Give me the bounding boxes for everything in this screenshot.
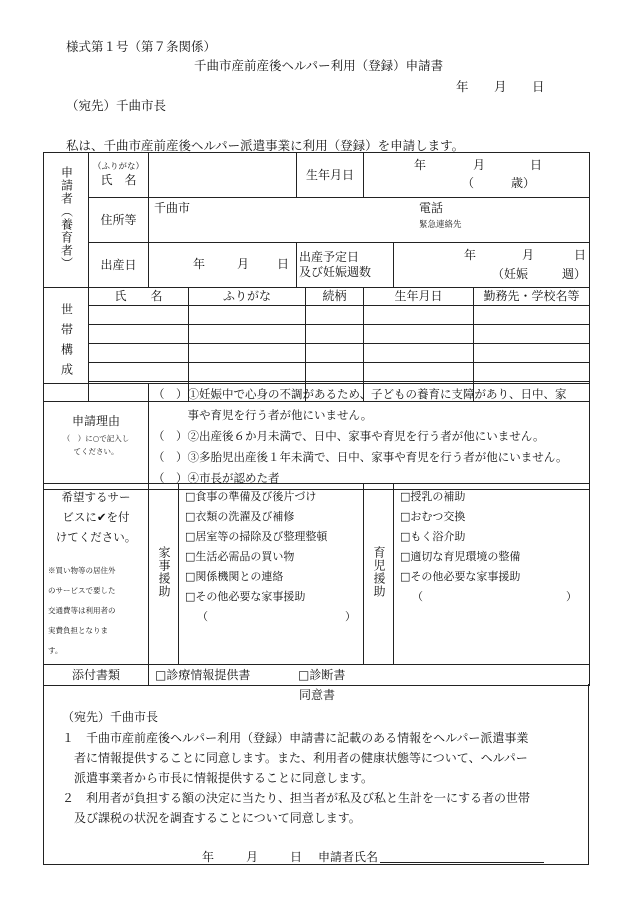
age-open: （: [462, 176, 475, 190]
sign-label: 申請者氏名: [318, 850, 379, 864]
addressee: （宛先）千曲市長: [66, 98, 167, 113]
table-row[interactable]: [44, 325, 590, 344]
services-note-2: のサービスで要した: [48, 586, 116, 595]
childcare-label: 育児援助: [364, 484, 394, 665]
date-month: 月: [494, 79, 507, 94]
consent-p2-line1: ２ 利用者が負担する額の決定に当たり、担当者が私及び私と生計を一にする者の世帯: [62, 791, 531, 805]
due-day: 日: [574, 248, 587, 262]
due-label-2: 及び妊娠週数: [299, 265, 372, 279]
services-prompt-1: 希望するサー: [61, 490, 131, 504]
address-value: 千曲市: [154, 201, 191, 215]
phone-label: 電話: [419, 201, 444, 215]
due-month: 月: [522, 248, 535, 262]
delivery-field[interactable]: [149, 243, 297, 288]
reason-options[interactable]: [149, 384, 590, 490]
reason-item-1-cont: 事や育児を行う者が他にいません。: [153, 408, 373, 422]
signature-line[interactable]: [380, 862, 544, 863]
birth-field[interactable]: [364, 153, 590, 198]
services-note-1: ※買い物等の居住外: [48, 566, 116, 575]
intro-statement: 私は、千曲市産前産後ヘルパー派遣事業に利用（登録）を申請します。: [66, 138, 465, 153]
address-label: 住所等: [89, 198, 149, 243]
household-section-label: 世帯構成: [44, 288, 89, 402]
reason-item-4: （ ）④市長が認めた者: [153, 471, 280, 485]
delivery-day: 日: [277, 257, 290, 271]
reason-table: [43, 383, 590, 490]
housework-options[interactable]: [179, 484, 364, 665]
consent-title: 同意書: [299, 688, 336, 702]
reason-note-1: （ ）に○で記入し: [62, 434, 130, 444]
childcare-other-open: （: [412, 590, 423, 603]
reason-item-2: （ ）②出産後６か月未満で、日中、家事や育児を行う者が他にいません。: [153, 429, 545, 443]
consent-box: [43, 684, 589, 865]
weeks-open: （妊娠: [492, 267, 529, 281]
name-label: 氏 名: [100, 172, 137, 187]
col-furigana: ふりがな: [189, 288, 306, 306]
childcare-item-feeding: □授乳の補助: [400, 490, 466, 503]
consent-p1-line1: １ 千曲市産前産後ヘルパー利用（登録）申請書に記載のある情報をヘルパー派遣事業: [62, 731, 529, 745]
childcare-item-environment: □適切な育児環境の整備: [400, 550, 521, 563]
address-field[interactable]: [149, 198, 590, 243]
applicant-table: [43, 152, 590, 288]
consent-addressee: （宛先）千曲市長: [62, 710, 159, 724]
services-prompt-3: けてください。: [55, 530, 137, 544]
services-prompt-2: ビスに✔を付: [62, 510, 130, 524]
birth-month: 月: [473, 158, 486, 172]
form-number: 様式第１号（第７条関係）: [66, 39, 217, 54]
due-year: 年: [464, 248, 477, 262]
delivery-label: 出産日: [89, 243, 149, 288]
table-row[interactable]: [44, 344, 590, 363]
services-prompt-cell: [44, 484, 149, 665]
consent-p1-line3: 派遣事業者から市長に情報提供することに同意します。: [62, 771, 374, 785]
reason-note-2: てください。: [73, 447, 119, 456]
col-workplace: 勤務先・学校名等: [474, 288, 590, 306]
table-row[interactable]: [44, 306, 590, 325]
attachment-diagnosis: □診断書: [298, 667, 346, 682]
col-relation: 続柄: [306, 288, 364, 306]
date-year: 年: [456, 79, 469, 94]
housework-item-laundry: □衣類の洗濯及び補修: [185, 510, 295, 523]
sign-month: 月: [246, 850, 259, 864]
housework-item-shopping: □生活必需品の買い物: [185, 550, 295, 563]
services-note-4: 実費負担となりま: [48, 626, 108, 635]
due-label-1: 出産予定日: [299, 250, 360, 264]
services-note-3: 交通費等は利用者の: [48, 606, 116, 615]
housework-item-meal: □食事の準備及び後片づけ: [185, 490, 317, 503]
birth-year: 年: [414, 158, 427, 172]
age-close: 歳）: [511, 176, 536, 190]
table-row[interactable]: [44, 363, 590, 382]
due-label-cell: [297, 243, 394, 288]
housework-item-cleaning: □居室等の掃除及び整理整頓: [185, 530, 328, 543]
housework-item-contact: □関係機関との連絡: [185, 570, 284, 583]
emergency-contact-label: 緊急連絡先: [419, 220, 462, 230]
name-label-cell: [89, 153, 149, 198]
housework-label: 家事援助: [149, 484, 179, 665]
services-note-5: す。: [48, 646, 63, 655]
attachments-label: 添付書類: [44, 665, 149, 686]
applicant-section-label: 申請者（養育者）: [44, 153, 89, 288]
reason-label: 申請理由: [71, 414, 120, 429]
services-table: [43, 483, 590, 686]
childcare-options[interactable]: [394, 484, 590, 665]
consent-p2-line2: 及び課税の状況を調査することについて同意します。: [62, 811, 361, 825]
birth-day: 日: [530, 158, 543, 172]
attachment-referral: □診療情報提供書: [155, 667, 251, 682]
attachments-options[interactable]: [149, 665, 590, 686]
sign-year: 年: [202, 850, 215, 864]
sign-day: 日: [290, 850, 303, 864]
housework-other-close: ）: [345, 610, 356, 623]
childcare-other-close: ）: [566, 590, 577, 603]
childcare-item-other: □その他必要な家事援助: [400, 570, 521, 583]
furigana-label: （ふりがな）: [92, 162, 144, 173]
col-birthdate: 生年月日: [364, 288, 474, 306]
reason-item-3: （ ）③多胎児出産後１年未満で、日中、家事や育児を行う者が他にいません。: [153, 450, 568, 464]
due-field[interactable]: [394, 243, 590, 288]
weeks-close: 週）: [562, 267, 587, 281]
delivery-year: 年: [193, 257, 206, 271]
housework-other-open: （: [197, 610, 208, 623]
col-name: 氏 名: [89, 288, 189, 306]
reason-label-cell: [44, 384, 149, 490]
childcare-item-bath: □もく浴介助: [400, 530, 466, 543]
date-day: 日: [532, 79, 545, 94]
birth-label: 生年月日: [297, 153, 364, 198]
delivery-month: 月: [237, 257, 250, 271]
childcare-item-diaper: □おむつ交換: [400, 510, 466, 523]
reason-item-1: （ ）①妊娠中で心身の不調があるため、子どもの養育に支障があり、日中、家: [153, 387, 567, 401]
housework-item-other: □その他必要な家事援助: [185, 590, 306, 603]
form-title: 千曲市産前産後ヘルパー利用（登録）申請書: [194, 58, 444, 73]
consent-p1-line2: 者に情報提供することに同意します。また、利用者の健康状態等について、ヘルパー: [62, 751, 528, 765]
name-field[interactable]: [149, 153, 297, 198]
